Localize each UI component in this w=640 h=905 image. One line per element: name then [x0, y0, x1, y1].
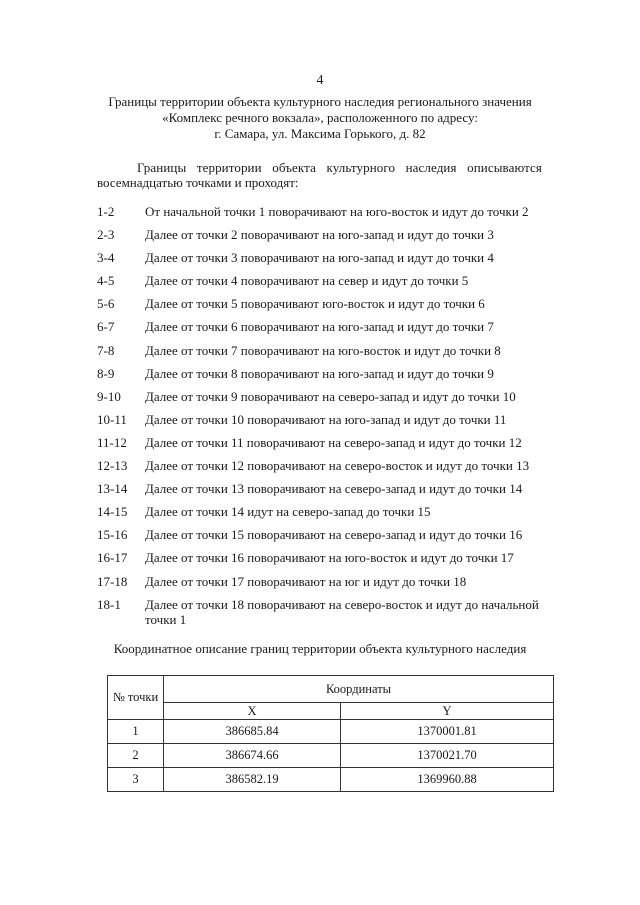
segment-code: 1-2	[97, 204, 115, 219]
segment-description: Далее от точки 6 поворачивают на юго-запад и идут до точки 7	[145, 319, 494, 335]
segment-code: 11-12	[97, 434, 127, 450]
segment-description: Далее от точки 9 поворачивают на северо-запад и идут до точки 10	[145, 388, 516, 404]
table-row	[108, 744, 554, 768]
y-coordinate-cell: 1369960.88	[341, 768, 554, 792]
segment-code: 9-10	[97, 388, 121, 404]
segment-code: 13-14	[97, 481, 128, 497]
segment-code: 5-6	[97, 296, 115, 312]
document-title	[60, 94, 580, 142]
y-header: Y	[341, 703, 554, 720]
coordinates-header: Координаты	[164, 676, 554, 703]
segment-description: Далее от точки 10 поворачивают на юго-запад и идут до точки 11	[145, 411, 507, 427]
segment-item	[97, 596, 557, 627]
x-header: X	[164, 703, 341, 720]
segment-description: Далее от точки 14 идут на северо-запад до точки 15	[145, 504, 431, 520]
segment-description: Далее от точки 4 поворачивают на север и идут до точки 5	[145, 273, 469, 289]
segment-item	[97, 435, 557, 458]
segment-description: Далее от точки 13 поворачивают на северо-запад и идут до точки 14	[145, 481, 523, 497]
segment-code: 15-16	[97, 527, 128, 543]
segment-description: Далее от точки 7 поворачивают на юго-восток и идут до точки 8	[145, 342, 501, 358]
segment-description: Далее от точки 11 поворачивают на северо-запад и идут до точки 12	[145, 434, 522, 450]
segment-item	[97, 389, 557, 412]
segment-code: 6-7	[97, 319, 115, 335]
segment-item	[97, 366, 557, 389]
segment-item	[97, 273, 557, 296]
segment-description: Далее от точки 5 поворачивают юго-восток и идут до точки 6	[145, 296, 485, 312]
page-number: 4	[316, 73, 324, 88]
point-number-cell: 3	[108, 768, 164, 792]
table-subheader-row	[108, 703, 554, 720]
segment-code: 14-15	[97, 504, 128, 520]
segment-item	[97, 412, 557, 435]
intro-line-2: восемнадцатью точками и проходят:	[97, 175, 299, 190]
y-coordinate-cell: 1370021.70	[341, 744, 554, 768]
table-row	[108, 768, 554, 792]
segment-description: Далее от точки 17 поворачивают на юг и идут до точки 18	[145, 573, 467, 589]
intro-paragraph	[97, 160, 542, 190]
segment-description: Далее от точки 16 поворачивают на юго-восток и идут до точки 17	[145, 550, 514, 566]
y-coordinate-cell: 1370001.81	[341, 720, 554, 744]
segment-item	[97, 250, 557, 273]
segment-code: 18-1	[97, 596, 121, 612]
boundary-segment-list	[97, 204, 557, 627]
coordinates-heading: Координатное описание границ территории объекта культурного наследия	[113, 641, 527, 656]
segment-item	[97, 204, 557, 227]
segment-code: 17-18	[97, 573, 128, 589]
segment-item	[97, 296, 557, 319]
segment-description: Далее от точки 18 поворачивают на северо-восток и идут до начальной точки 1	[145, 596, 539, 627]
title-line-3: г. Самара, ул. Максима Горького, д. 82	[214, 126, 426, 141]
coordinates-table	[107, 675, 554, 792]
segment-item	[97, 481, 557, 504]
table-header-row	[108, 676, 554, 703]
segment-code: 10-11	[97, 411, 127, 427]
segment-code: 12-13	[97, 458, 128, 474]
segment-description: Далее от точки 8 поворачивают на юго-запад и идут до точки 9	[145, 365, 494, 381]
title-line-1: Границы территории объекта культурного наследия регионального значения	[108, 94, 532, 109]
segment-item	[97, 458, 557, 481]
segment-item	[97, 527, 557, 550]
segment-code: 4-5	[97, 273, 115, 289]
x-coordinate-cell: 386674.66	[164, 744, 341, 768]
point-number-cell: 1	[108, 720, 164, 744]
title-line-2: «Комплекс речного вокзала», расположенного по адресу:	[162, 110, 478, 125]
segment-description: Далее от точки 12 поворачивают на северо-восток и идут до точки 13	[145, 458, 530, 474]
intro-line-1: Границы территории объекта культурного наследия описываются	[137, 160, 542, 175]
segment-code: 7-8	[97, 342, 115, 358]
segment-code: 2-3	[97, 227, 115, 243]
segment-item	[97, 550, 557, 573]
segment-item	[97, 343, 557, 366]
segment-item	[97, 319, 557, 342]
segment-description: От начальной точки 1 поворачивают на юго-восток и идут до точки 2	[145, 204, 529, 219]
segment-item	[97, 504, 557, 527]
segment-code: 3-4	[97, 250, 115, 266]
segment-item	[97, 574, 557, 597]
point-number-cell: 2	[108, 744, 164, 768]
x-coordinate-cell: 386582.19	[164, 768, 341, 792]
segment-item	[97, 227, 557, 250]
segment-description: Далее от точки 15 поворачивают на северо-запад и идут до точки 16	[145, 527, 523, 543]
point-number-header: № точки	[108, 676, 164, 720]
segment-code: 8-9	[97, 365, 115, 381]
x-coordinate-cell: 386685.84	[164, 720, 341, 744]
segment-description: Далее от точки 2 поворачивают на юго-запад и идут до точки 3	[145, 227, 494, 243]
table-row	[108, 720, 554, 744]
segment-description: Далее от точки 3 поворачивают на юго-запад и идут до точки 4	[145, 250, 494, 266]
segment-code: 16-17	[97, 550, 128, 566]
